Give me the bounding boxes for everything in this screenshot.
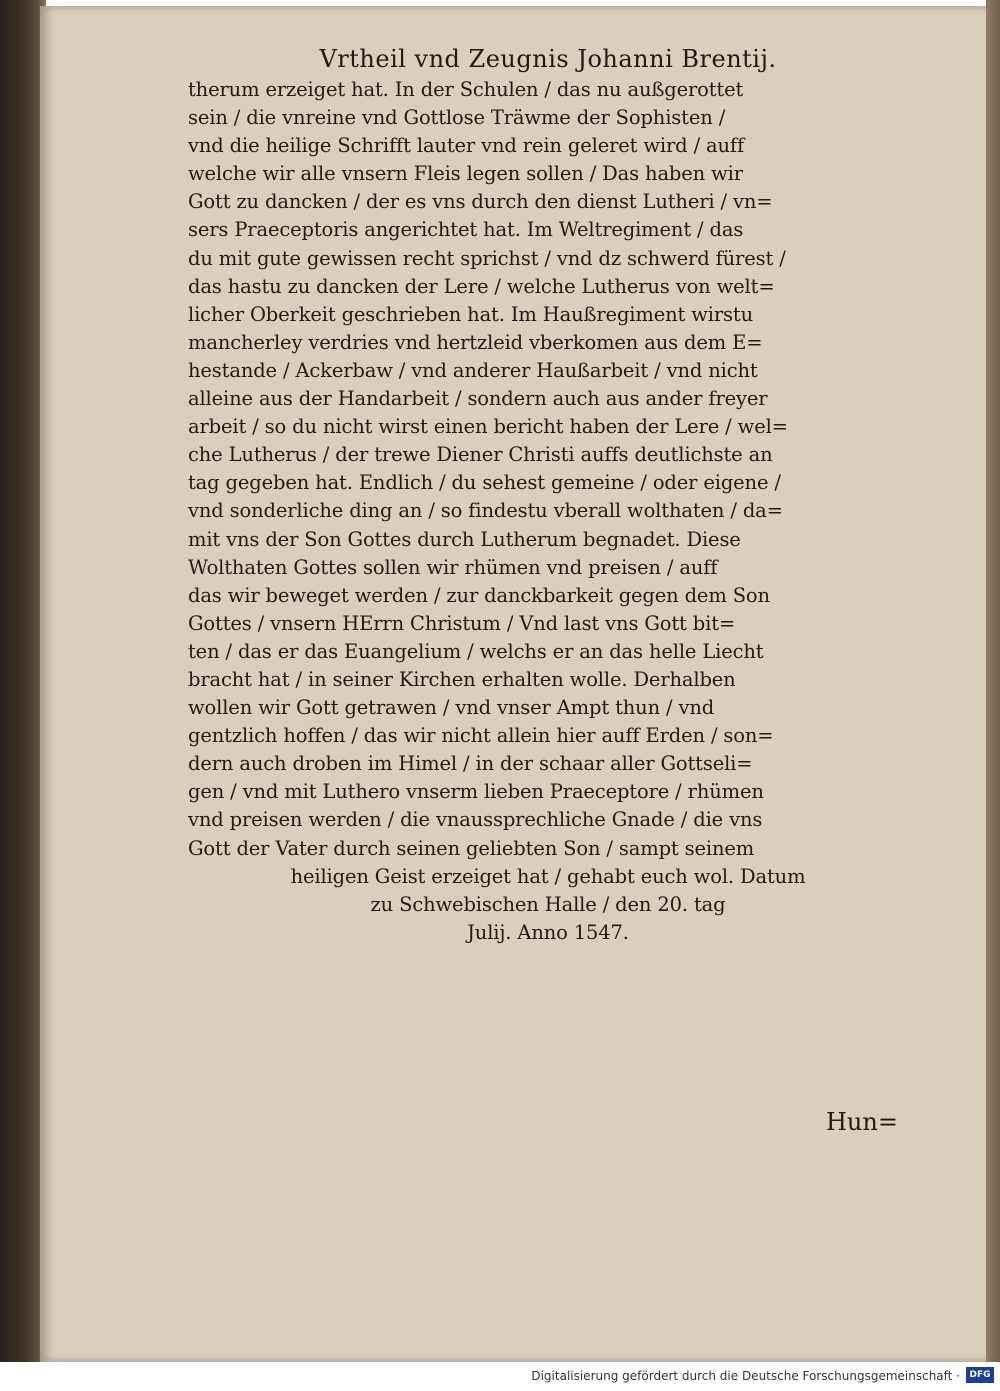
text-line: alleine aus der Handarbeit / sondern auch aus ander freyer — [188, 387, 768, 411]
text-line: che Lutherus / der trewe Diener Christi auffs deutlichste an — [188, 443, 773, 467]
text-line: therum erzeiget hat. In der Schulen / das nu außgerottet — [188, 78, 744, 101]
text-line: Gottes / vnsern HErrn Christum / Vnd last vns Gott bit= — [188, 611, 736, 635]
text-line: gen / vnd mit Luthero vnserm lieben Praeceptore / rhümen — [188, 780, 764, 804]
text-line: du mit gute gewissen recht sprichst / vnd dz schwerd fürest / — [188, 246, 786, 270]
catchword: Hun= — [826, 1108, 898, 1136]
text-line: bracht hat / in seiner Kirchen erhalten wolle. Derhalben — [188, 667, 736, 691]
text-line: zu Schwebischen Halle / den 20. tag — [370, 892, 726, 916]
text-line: sers Praeceptoris angerichtet hat. Im Weltregiment / das — [188, 218, 744, 242]
text-line: mit vns der Son Gottes durch Lutherum begnadet. Diese — [188, 527, 741, 551]
text-line: das hastu zu dancken der Lere / welche Lutherus von welt= — [188, 274, 775, 298]
text-line: Gott der Vater durch seinen geliebten Son / sampt seinem — [188, 836, 755, 860]
text-line: ten / das er das Euangelium / welchs er an das helle Liecht — [188, 639, 764, 663]
text-line: das wir beweget werden / zur danckbarkeit gegen dem Son — [188, 583, 770, 607]
footer-credit-text: Digitalisierung gefördert durch die Deutsche Forschungsgemeinschaft · — [531, 1369, 960, 1383]
date-line: Julij. Anno 1547. — [467, 920, 629, 944]
text-line: Wolthaten Gottes sollen wir rhümen vnd preisen / auff — [188, 555, 718, 579]
dfg-logo: DFG — [966, 1367, 994, 1383]
text-line: arbeit / so du nicht wirst einen bericht haben der Lere / wel= — [188, 415, 788, 439]
page-text-block — [188, 44, 908, 947]
text-line: mancherley verdries vnd hertzleid vberkomen aus dem E= — [188, 330, 763, 354]
text-line: dern auch droben im Himel / in der schaar aller Gottseli= — [188, 752, 753, 776]
digitization-footer — [0, 1362, 1000, 1391]
text-line: Gott zu dancken / der es vns durch den dienst Lutheri / vn= — [188, 190, 773, 214]
text-line: vnd sonderliche ding an / so findestu vberall wolthaten / da= — [188, 499, 783, 523]
text-line: sein / die vnreine vnd Gottlose Träwme der Sophisten / — [188, 106, 726, 130]
text-line: gentzlich hoffen / das wir nicht allein hier auff Erden / son= — [188, 724, 774, 748]
running-heading: Vrtheil vnd Zeugnis Johanni Brentij. — [319, 45, 777, 73]
text-line: heiligen Geist erzeiget hat / gehabt euch wol. Datum — [290, 864, 806, 888]
text-line: welche wir alle vnsern Fleis legen sollen / Das haben wir — [188, 162, 743, 186]
text-line: vnd die heilige Schrifft lauter vnd rein geleret wird / auff — [188, 134, 745, 158]
text-line: licher Oberkeit geschrieben hat. Im Haußregiment wirstu — [188, 302, 753, 326]
text-line: hestande / Ackerbaw / vnd anderer Haußarbeit / vnd nicht — [188, 358, 758, 382]
text-line: wollen wir Gott getrawen / vnd vnser Ampt thun / vnd — [188, 696, 715, 720]
text-line: tag gegeben hat. Endlich / du sehest gemeine / oder eigene / — [188, 471, 781, 495]
page-right-edge — [986, 0, 1000, 1362]
text-line: vnd preisen werden / die vnaussprechliche Gnade / die vns — [188, 808, 763, 832]
